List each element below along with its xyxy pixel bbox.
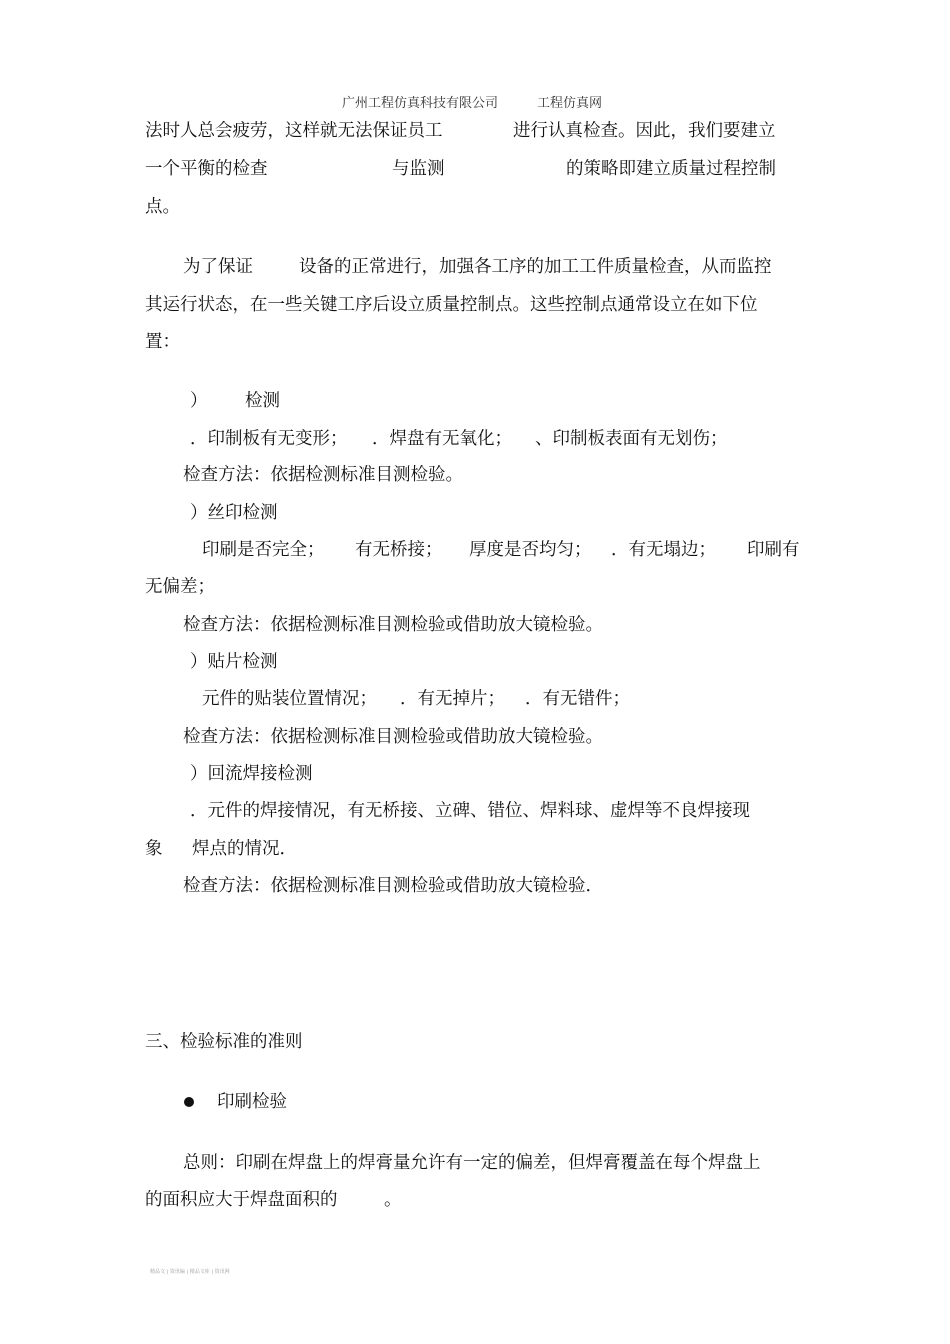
s4-item2b: 焊点的情况．: [192, 839, 297, 859]
section3-title: 三、检验标准的准则: [145, 1032, 303, 1052]
p2-line3: 置：: [145, 332, 180, 352]
section3-rule-line2a: 的面积应大于焊盘面积的: [145, 1190, 338, 1210]
p1-line2a: 一个平衡的检查: [145, 159, 268, 179]
p1-line2b: 与监测: [392, 159, 445, 179]
header-company: 广州工程仿真科技有限公司: [342, 96, 499, 111]
s1-item2: ．焊盘有无氧化；: [372, 429, 512, 449]
s2-item2: 有无桥接；: [355, 540, 443, 560]
p2-line1a: 为了保证: [183, 257, 253, 277]
p2-line2: 其运行状态，在一些关键工序后设立质量控制点。这些控制点通常设立在如下位: [145, 295, 758, 315]
s1-method: 检查方法：依据检测标准目测检验。: [183, 465, 463, 485]
s3-item1: 元件的贴装位置情况；: [202, 689, 377, 709]
s3-title: ）贴片检测: [190, 652, 278, 672]
s3-item2: ．有无掉片；: [400, 689, 505, 709]
section3-rule-line1: 总则：印刷在焊盘上的焊膏量允许有一定的偏差，但焊膏覆盖在每个焊盘上: [183, 1153, 761, 1173]
s1-item3: 、印制板表面有无划伤；: [535, 429, 728, 449]
s3-method: 检查方法：依据检测标准目测检验或借助放大镜检验。: [183, 727, 603, 747]
s2-item5: 印刷有: [747, 540, 800, 560]
s1-paren: ）: [190, 391, 208, 411]
header-site: 工程仿真网: [537, 96, 603, 111]
p2-line1b: 设备的正常进行，加强各工序的加工工件质量检查，从而监控: [299, 257, 772, 277]
p1-line2c: 的策略即建立质量过程控制: [566, 159, 776, 179]
bullet-dot: [184, 1097, 194, 1107]
s2-method: 检查方法：依据检测标准目测检验或借助放大镜检验。: [183, 615, 603, 635]
section3-rule-line2b: 。: [384, 1190, 402, 1210]
p1-line1a: 法时人总会疲劳，这样就无法保证员工: [145, 121, 443, 141]
s4-item2a: 象: [145, 839, 163, 859]
footer-tiny-text: 精品文 | 资讯编 | 精品文库 | 资讯网: [150, 1269, 230, 1275]
s4-item1: ．元件的焊接情况，有无桥接、立碑、错位、焊料球、虚焊等不良焊接现: [190, 801, 750, 821]
s3-item3: ．有无错件；: [525, 689, 630, 709]
p1-line1b: 进行认真检查。因此，我们要建立: [513, 121, 776, 141]
section3-bullet-label: 印刷检验: [217, 1092, 287, 1112]
s4-method: 检查方法：依据检测标准目测检验或借助放大镜检验．: [183, 876, 603, 896]
s1-title: 检测: [245, 391, 280, 411]
s2-item4: ．有无塌边；: [611, 540, 716, 560]
s2-title: ）丝印检测: [190, 503, 278, 523]
s2-item6: 无偏差；: [145, 577, 215, 597]
p1-line3: 点。: [145, 197, 180, 217]
s4-title: ）回流焊接检测: [190, 764, 313, 784]
s2-item1: 印刷是否完全；: [202, 540, 325, 560]
s2-item3: 厚度是否均匀；: [469, 540, 592, 560]
s1-item1: ．印制板有无变形；: [190, 429, 348, 449]
